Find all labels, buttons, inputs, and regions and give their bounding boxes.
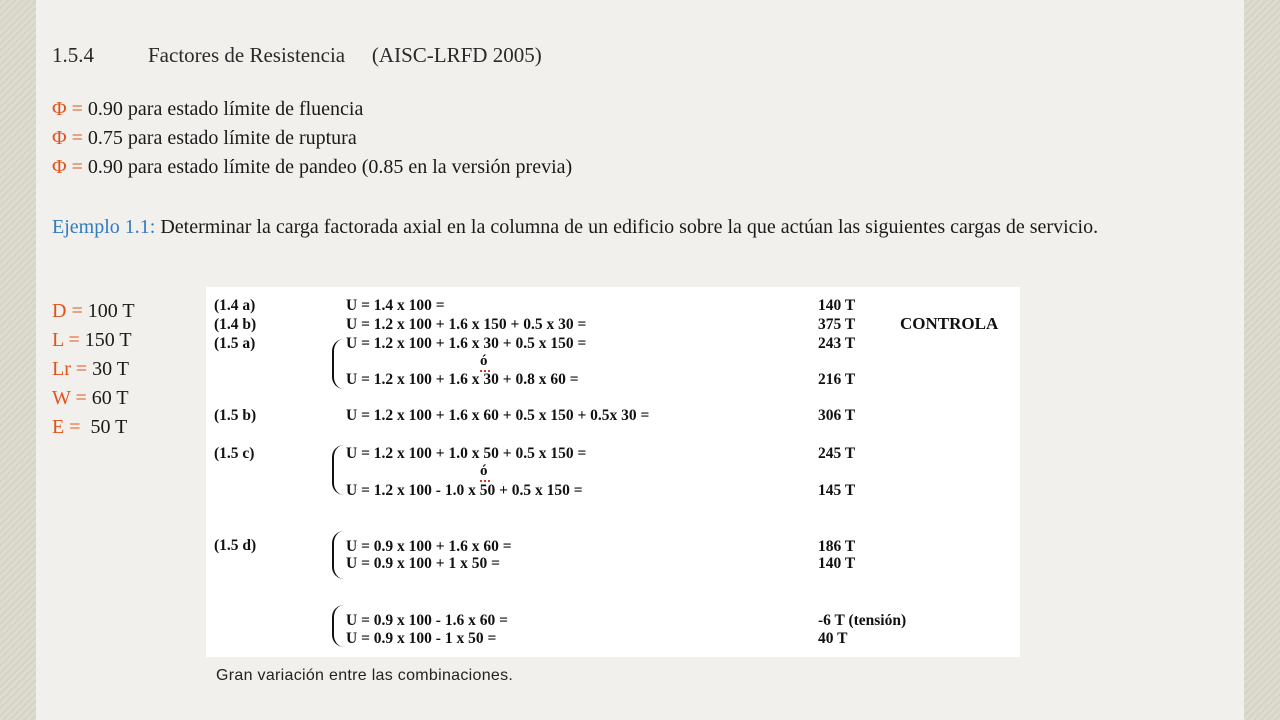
section-number: 1.5.4	[52, 43, 94, 67]
load-symbol: W =	[52, 387, 87, 409]
combo-value: 40 T	[818, 630, 848, 647]
phi-text: 0.90 para estado límite de pandeo (0.85 en la versión previa)	[87, 156, 573, 178]
combo-equation: U = 1.4 x 100 =	[346, 297, 445, 314]
load-symbol: D =	[52, 300, 83, 322]
load-value: 100 T	[87, 300, 135, 322]
combo-equation: U = 1.2 x 100 + 1.6 x 150 + 0.5 x 30 =	[346, 316, 587, 333]
combo-equation: U = 1.2 x 100 - 1.0 x 50 + 0.5 x 150 =	[346, 482, 583, 499]
combo-equation: U = 0.9 x 100 + 1 x 50 =	[346, 555, 500, 572]
phi-text: 0.90 para estado límite de fluencia	[87, 98, 364, 120]
or-word	[480, 463, 490, 482]
combo-equation: U = 0.9 x 100 - 1 x 50 =	[346, 630, 497, 647]
phi-factor-fluencia	[52, 98, 363, 121]
or-text: ó	[480, 353, 488, 369]
brace-1-5c	[332, 445, 346, 495]
phi-text: 0.75 para estado límite de ruptura	[87, 127, 357, 149]
example-statement	[52, 213, 1172, 242]
combo-equation: U = 0.9 x 100 - 1.6 x 60 =	[346, 612, 508, 629]
example-label: Ejemplo 1.1:	[52, 216, 156, 238]
combo-equation: U = 0.9 x 100 + 1.6 x 60 =	[346, 538, 512, 555]
controla-note: CONTROLA	[900, 314, 999, 333]
example-text: Determinar la carga factorada axial en la columna de un edificio sobre la que actúan las siguientes cargas de servicio.	[160, 216, 1099, 238]
combo-value: 375 T	[818, 316, 856, 333]
table-caption: Gran variación entre las combinaciones.	[216, 667, 514, 684]
combo-label: (1.4 a)	[214, 297, 256, 314]
left-frame-border	[0, 0, 36, 720]
load-value: 150 T	[84, 329, 132, 351]
brace-tension	[332, 605, 346, 647]
load-symbol: E =	[52, 416, 81, 438]
load-wind	[52, 387, 129, 410]
combo-value: 306 T	[818, 407, 856, 424]
load-symbol: Lr =	[52, 358, 88, 380]
combo-value: 140 T	[818, 297, 856, 314]
combo-value: 140 T	[818, 555, 856, 572]
load-combinations-table	[206, 287, 1020, 657]
load-earthquake	[52, 416, 127, 439]
section-heading	[52, 43, 542, 68]
combo-value: 245 T	[818, 445, 856, 462]
load-dead	[52, 300, 135, 323]
combo-label: (1.5 c)	[214, 445, 255, 462]
combo-equation: U = 1.2 x 100 + 1.6 x 30 + 0.8 x 60 =	[346, 371, 579, 388]
combo-value: 186 T	[818, 538, 856, 555]
phi-factor-pandeo	[52, 156, 572, 179]
load-roof-live	[52, 358, 129, 381]
combo-label: (1.5 b)	[214, 407, 257, 424]
combo-label: (1.5 d)	[214, 537, 257, 554]
load-live	[52, 329, 132, 352]
brace-1-5d	[332, 531, 346, 579]
section-title: Factores de Resistencia (AISC-LRFD 2005)	[148, 43, 521, 67]
combo-value: -6 T (tensión)	[818, 612, 907, 629]
combo-equation: U = 1.2 x 100 + 1.6 x 60 + 0.5 x 150 + 0.5x 30 =	[346, 407, 650, 424]
phi-factor-ruptura	[52, 127, 357, 150]
phi-symbol: Φ =	[52, 127, 83, 149]
load-symbol: L =	[52, 329, 80, 351]
combo-label: (1.4 b)	[214, 316, 257, 333]
load-value: 50 T	[85, 416, 128, 438]
load-value: 30 T	[92, 358, 130, 380]
combo-value: 145 T	[818, 482, 856, 499]
or-text: ó	[480, 463, 488, 479]
phi-symbol: Φ =	[52, 98, 83, 120]
or-word	[480, 353, 490, 372]
combo-value: 216 T	[818, 371, 856, 388]
combo-value: 243 T	[818, 335, 856, 352]
combo-equation: U = 1.2 x 100 + 1.6 x 30 + 0.5 x 150 =	[346, 335, 587, 352]
combo-label: (1.5 a)	[214, 335, 256, 352]
right-frame-border	[1244, 0, 1280, 720]
load-value: 60 T	[91, 387, 129, 409]
brace-1-5a	[332, 339, 346, 389]
combo-equation: U = 1.2 x 100 + 1.0 x 50 + 0.5 x 150 =	[346, 445, 587, 462]
phi-symbol: Φ =	[52, 156, 83, 178]
